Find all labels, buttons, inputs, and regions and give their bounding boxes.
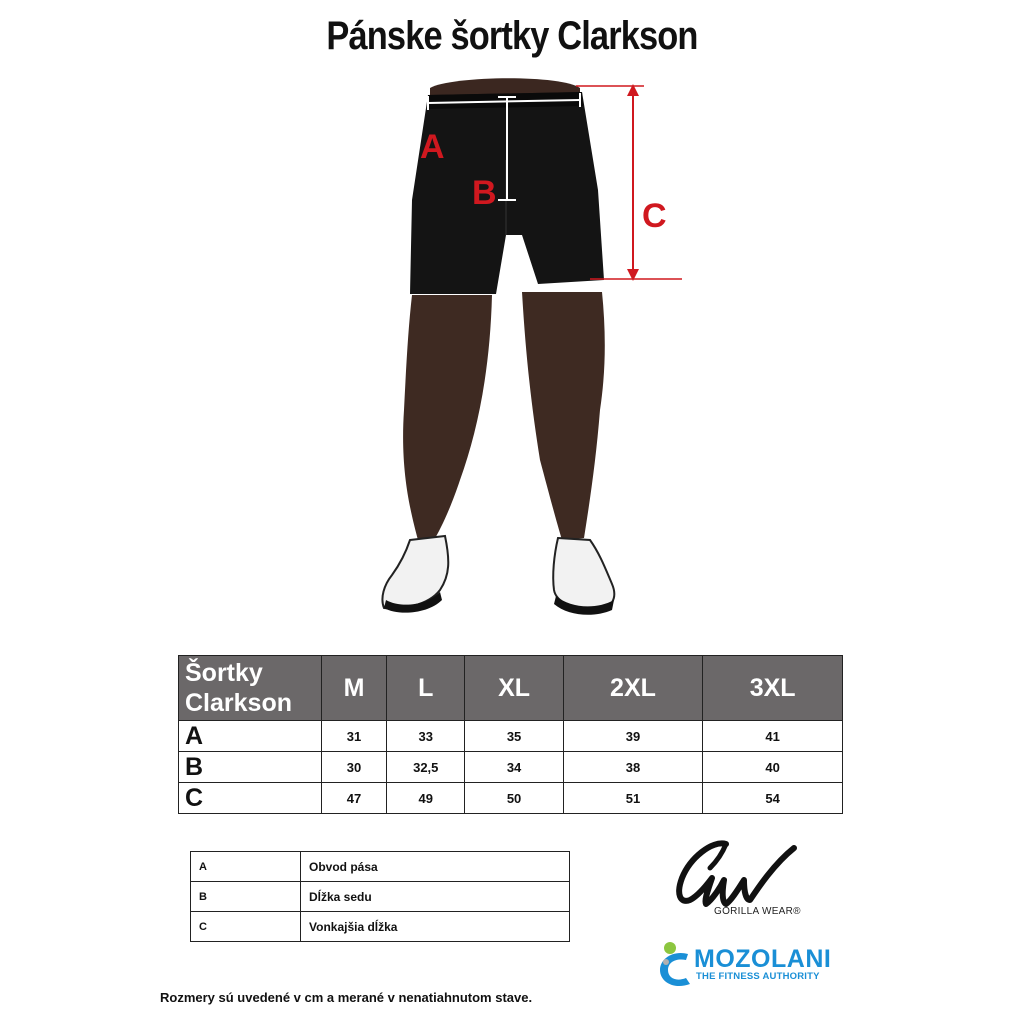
legend-key: C (191, 912, 301, 942)
table-cell: 31 (322, 721, 387, 752)
table-cell: 49 (387, 783, 465, 814)
table-cell: 41 (703, 721, 843, 752)
legend-key: A (191, 852, 301, 882)
label-a: A (420, 128, 445, 166)
table-cell: 50 (465, 783, 563, 814)
size-header: L (387, 656, 465, 721)
table-cell: 40 (703, 752, 843, 783)
table-cell: 47 (322, 783, 387, 814)
table-cell: 32,5 (387, 752, 465, 783)
size-table (178, 655, 843, 814)
table-cell: 51 (563, 783, 703, 814)
legend-row (191, 882, 570, 912)
size-header: 3XL (703, 656, 843, 721)
legend-row (191, 912, 570, 942)
table-cell: 33 (387, 721, 465, 752)
size-header: M (322, 656, 387, 721)
legend-desc: Dĺžka sedu (301, 882, 570, 912)
legend-row (191, 852, 570, 882)
row-label: A (179, 721, 322, 752)
table-row (179, 783, 843, 814)
size-header: XL (465, 656, 563, 721)
legend-desc: Obvod pása (301, 852, 570, 882)
table-cell: 54 (703, 783, 843, 814)
table-row (179, 752, 843, 783)
gorilla-wear-wordmark: GORILLA WEAR® (714, 906, 801, 917)
legend-table (190, 851, 570, 942)
mozolani-tagline: THE FITNESS AUTHORITY (696, 971, 820, 982)
table-cell: 39 (563, 721, 703, 752)
legend-key: B (191, 882, 301, 912)
row-label: B (179, 752, 322, 783)
row-label: C (179, 783, 322, 814)
table-cell: 38 (563, 752, 703, 783)
legend-desc: Vonkajšia dĺžka (301, 912, 570, 942)
shorts-measurement-diagram (300, 70, 720, 630)
size-header: 2XL (563, 656, 703, 721)
size-table-corner: Šortky Clarkson (179, 656, 322, 721)
mozolani-wordmark: MOZOLANI (694, 945, 832, 973)
table-cell: 35 (465, 721, 563, 752)
size-table-header (179, 656, 843, 721)
label-c: C (642, 197, 667, 235)
label-b: B (472, 174, 497, 212)
table-cell: 34 (465, 752, 563, 783)
table-cell: 30 (322, 752, 387, 783)
table-row (179, 721, 843, 752)
page-title: Pánske šortky Clarkson (326, 14, 698, 58)
measurement-note: Rozmery sú uvedené v cm a merané v nenatiahnutom stave. (160, 990, 533, 1005)
right-shoe (553, 538, 614, 610)
left-leg (403, 295, 492, 540)
right-leg (522, 292, 605, 540)
